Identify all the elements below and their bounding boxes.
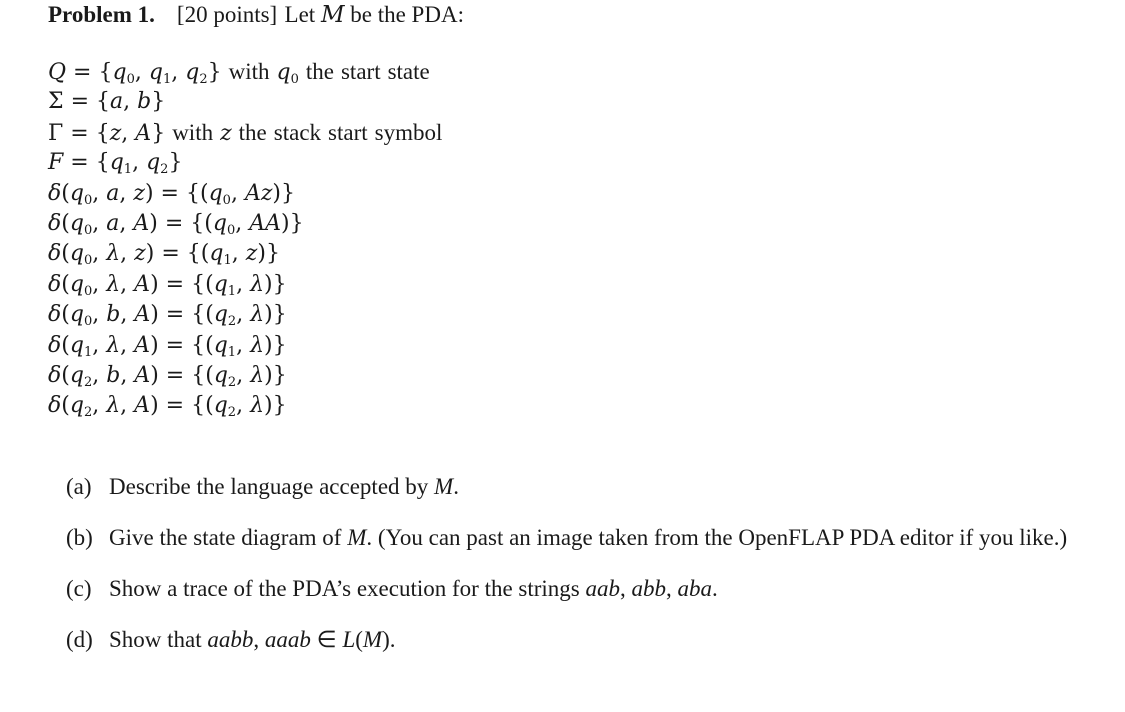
problem-label: Problem 1. (48, 2, 155, 27)
question-item (66, 625, 1111, 655)
pda-definition (48, 57, 442, 422)
question-text: Give the state diagram of M. (You can past an image taken from the OpenFLAP PDA editor if you like.) (109, 525, 1068, 550)
question-text: Show that aabb, aaab ∈ L(M). (109, 627, 396, 652)
definition-line: Σ = {a, b} (48, 89, 166, 115)
definition-line: $Q = \{q_0$, $q_1$, $q_2$} with $q_0$ the start state (48, 59, 430, 87)
problem-intro: Let M be the PDA: (284, 2, 464, 28)
question-item (66, 523, 1111, 553)
definition-line: $\delta(q_1$, λ, $A) = \{(q_1$, λ)} (48, 332, 287, 360)
question-item (66, 574, 1111, 604)
question-label: (c) (66, 576, 92, 601)
definition-line: $\delta(q_0$, b, $A) = \{(q_2$, λ)} (48, 302, 287, 330)
problem-points: [20 points] (176, 2, 278, 27)
question-text: Describe the language accepted by M. (109, 474, 459, 499)
definition-line: $\delta(q_0$, λ, $z) = \{(q_1$, z)} (48, 241, 280, 269)
definition-line: $\delta(q_2$, λ, $A) = \{(q_2$, λ)} (48, 393, 287, 421)
definition-line: $\delta(q_0$, a, $A) = \{(q_0$, AA)} (48, 210, 304, 238)
definition-line: $\delta(q_0$, λ, $A) = \{(q_1$, λ)} (48, 271, 287, 299)
definition-line: $F = \{q_1$, $q_2$} (48, 150, 183, 178)
problem-heading (48, 0, 464, 30)
question-list (66, 472, 1111, 676)
definition-line: Γ = {z, A} with z the stack start symbol (48, 119, 443, 146)
question-label: (d) (66, 627, 93, 652)
question-text: Show a trace of the PDA’s execution for the strings aab, abb, aba. (109, 576, 718, 601)
definition-line: $\delta(q_2$, b, $A) = \{(q_2$, λ)} (48, 362, 287, 390)
question-label: (a) (66, 474, 92, 499)
question-label: (b) (66, 525, 93, 550)
definition-line: $\delta(q_0$, a, $z) = \{(q_0$, Az)} (48, 180, 296, 208)
question-item (66, 472, 1111, 502)
